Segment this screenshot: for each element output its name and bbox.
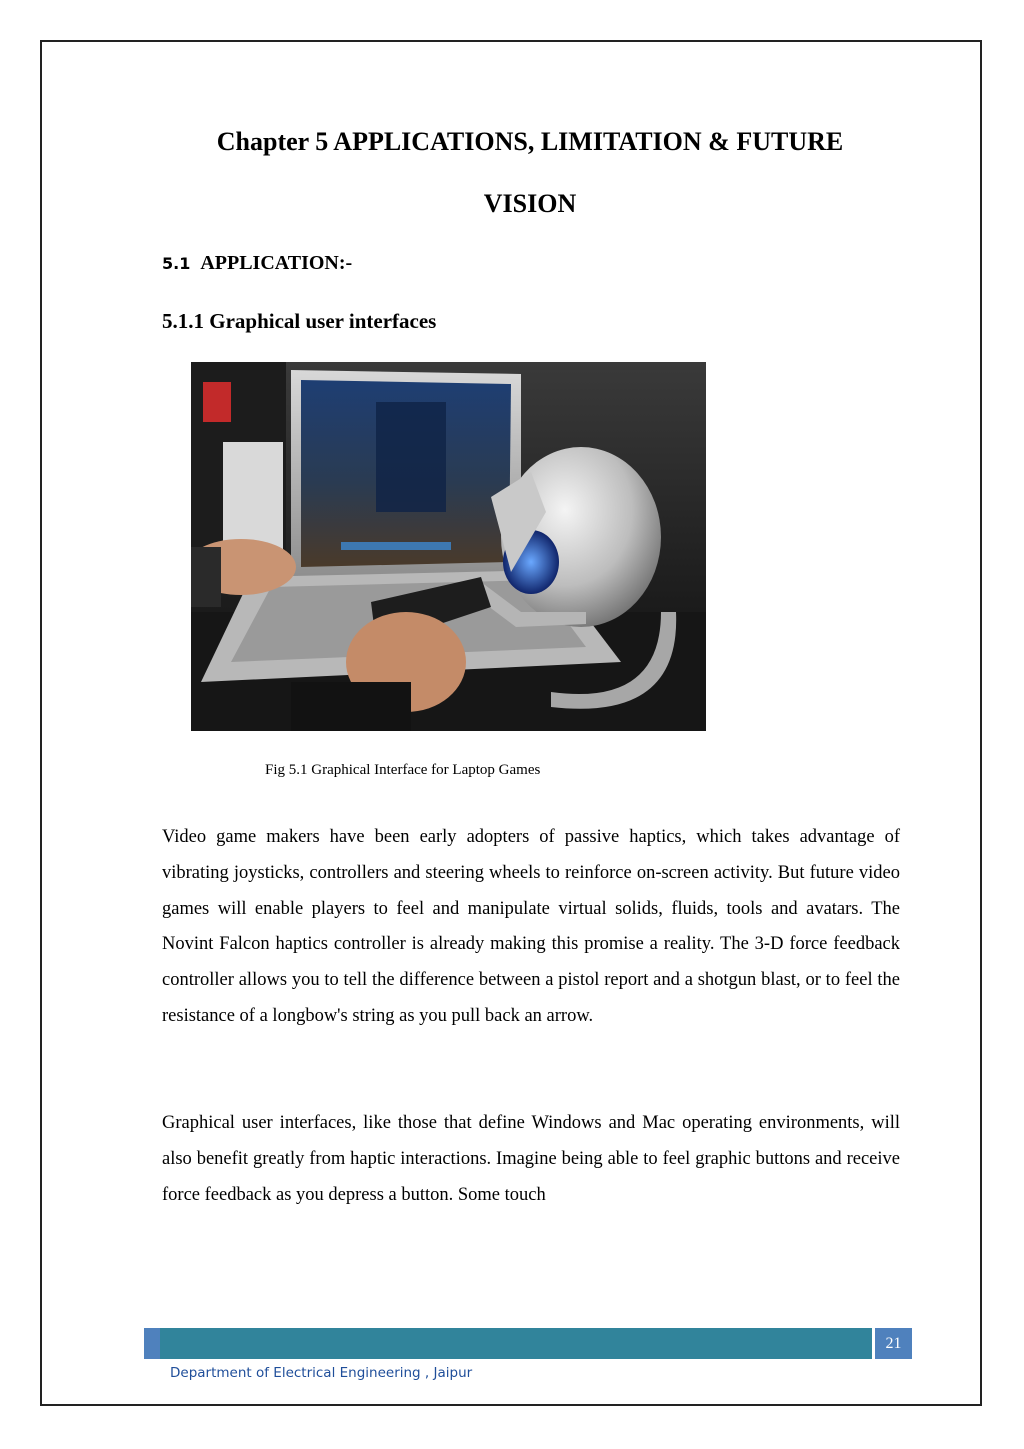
figure-photo bbox=[191, 362, 706, 731]
body-paragraph: Graphical user interfaces, like those that define Windows and Mac operating environments, will also benefit greatly from haptic interactions. Imagine being able to feel graphic buttons and receive force feedback as you depress a button. Some touch bbox=[162, 1113, 900, 1205]
red-badge bbox=[203, 382, 231, 422]
chapter-title: Chapter 5 APPLICATIONS, LIMITATION & FUTURE bbox=[216, 127, 844, 156]
footer-bar bbox=[144, 1328, 912, 1359]
subsection-heading: 5.1.1 Graphical user interfaces bbox=[162, 309, 437, 333]
game-corridor bbox=[376, 402, 446, 512]
game-hud bbox=[341, 542, 451, 550]
section-heading bbox=[162, 252, 352, 275]
box-packaging bbox=[223, 442, 283, 552]
figure-caption: Fig 5.1 Graphical Interface for Laptop Games bbox=[265, 762, 541, 778]
section-number: 5.1 bbox=[162, 254, 191, 273]
left-sleeve bbox=[191, 547, 221, 607]
footer-department: Department of Electrical Engineering , Jaipur bbox=[170, 1365, 473, 1381]
right-sleeve bbox=[291, 682, 411, 731]
chapter-title-continued: VISION bbox=[483, 189, 577, 218]
footer-bar-cap bbox=[144, 1328, 160, 1359]
footer-bar-main bbox=[160, 1328, 872, 1359]
body-paragraph: Video game makers have been early adopters of passive haptics, which takes advantage of vibrating joysticks, controllers and steering wheels to reinforce on-screen activity. But future video games will enable players to feel and manipulate virtual solids, fluids, tools and avatars. The Novint Falcon haptics controller is already making this promise a reality. The 3-D force feedback controller allows you to tell the difference between a pistol report and a shotgun blast, or to feel the resistance of a longbow's string as you pull back an arrow. bbox=[162, 827, 900, 1026]
section-title: APPLICATION:- bbox=[200, 252, 353, 274]
page-number: 21 bbox=[875, 1328, 912, 1359]
